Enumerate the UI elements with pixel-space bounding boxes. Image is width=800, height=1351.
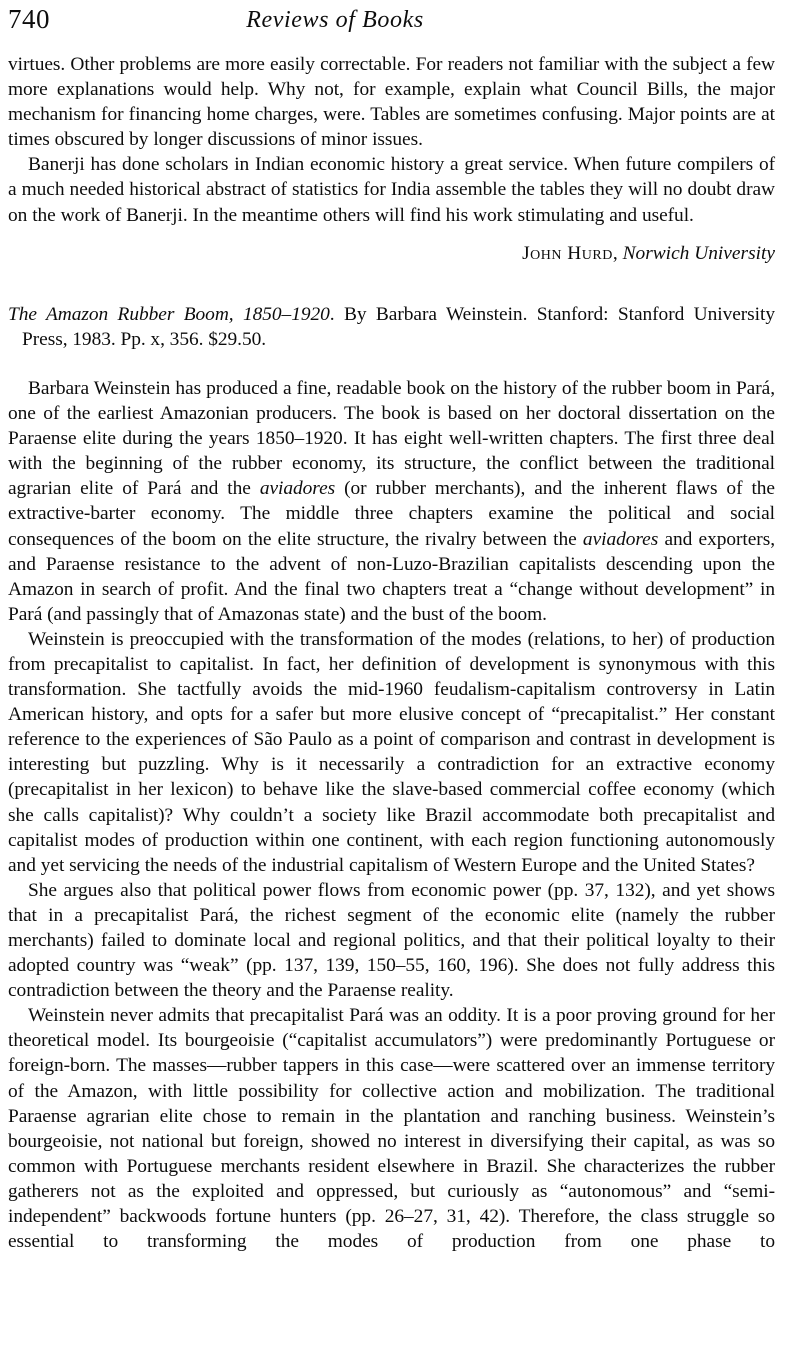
book-publication-details: . By Barbara Weinstein. Stanford: Stanford University Press, 1983. Pp. x, 356. $29.50. — [22, 303, 776, 350]
review-signature — [8, 228, 775, 266]
text-run: Weinstein never admits that precapitalist Pará was an oddity. It is a poor proving ground for her theoretical model. Its bourgeoisie (“capitalist accumulators”) were predominantly Portuguese or foreign-born. The masses—rubber tappers in this case—were scattered over an immense territory of the Amazon, with little possibility for collective action and mobilization. The traditional Paraense agrarian elite chose to remain in the plantation and ranching business. Weinstein’s bourgeoisie, not national but foreign, showed no interest in diversifying their capital, as was so common with Portuguese merchants resident elsewhere in Brazil. She characterizes the rubber gatherers not as the exploited and oppressed, but curiously as “autonomous” and “semi-independent” backwoods fortune hunters (pp. 26–27, 31, 42). Therefore, the class struggle so essential to transforming the modes of production from one phase to — [8, 1005, 775, 1253]
paragraph-continuation: virtues. Other problems are more easily correctable. For readers not familiar with the subject a few more explanations would help. Why not, for example, explain what Council Bills, the major mechanism for financing home charges, were. Tables are sometimes confusing. Major points are at times obscured by longer discussions of minor issues. — [8, 54, 775, 151]
signature-separator: , — [612, 242, 623, 264]
citation-spacer — [8, 352, 775, 376]
paragraph — [8, 878, 775, 1003]
reviewer-name: John Hurd — [522, 242, 613, 264]
paragraph — [8, 1003, 775, 1254]
reviewer-affiliation: Norwich University — [622, 242, 775, 264]
text-run: She argues also that political power flows from economic power (pp. 37, 132), and yet shows that in a precapitalist Pará, the richest segment of the economic elite (namely the rubber merchants) failed to dominate local and regional politics, and that their political loyalty to their adopted country was “weak” (pp. 137, 139, 150–55, 160, 196). She does not fully address this contradiction between the theory and the Paraense reality. — [8, 879, 775, 1002]
text-column — [0, 52, 800, 1254]
paragraph: Banerji has done scholars in Indian economic history a great service. When future compilers of a much needed historical abstract of statistics for India assemble the tables they will no doubt draw on the work of Banerji. In the meantime others will find his work stimulating and useful. — [8, 154, 775, 226]
book-title: The Amazon Rubber Boom, 1850–1920 — [8, 303, 330, 325]
book-citation — [8, 266, 775, 352]
running-head-title: Reviews of Books — [246, 7, 424, 33]
emphasized-term: aviadores — [259, 478, 336, 500]
emphasized-term: aviadores — [582, 528, 659, 550]
text-run: (or rubber merchants), and the inherent flaws of the extractive-barter economy. The middle three chapters examine the political and social consequences of the boom on the elite structure, the rivalry between the — [8, 478, 775, 550]
text-run: Weinstein is preoccupied with the transformation of the modes (relations, to her) of production from precapitalist to capitalist. In fact, her definition of development is synonymous with this transformation. She tactfully avoids the mid-1960 feudalism-capitalism controversy in Latin American history, and opts for a safer but more elusive concept of “precapitalist.” Her constant reference to the experiences of São Paulo as a point of comparison and contrast in development is interesting but puzzling. Why is it necessarily a contradiction for an extractive economy (precapitalist in her lexicon) to behave like the slave-based commercial coffee economy (which she calls capitalist)? Why couldn’t a society like Brazil accommodate both precapitalist and capitalist modes of production within one continent, with each region functioning autonomously and yet servicing the needs of the industrial capitalism of Western Europe and the United States? — [8, 628, 775, 876]
review-body — [8, 376, 775, 1254]
paragraph — [8, 376, 775, 627]
text-run: Barbara Weinstein has produced a fine, readable book on the history of the rubber boom in Pará, one of the earliest Amazonian producers. The book is based on her doctoral dissertation on the Paraense elite during the years 1850–1920. It has eight well-written chapters. The first three deal with the beginning of the rubber economy, its structure, the conflict between the traditional agrarian elite of Pará and the — [8, 377, 775, 500]
running-head — [0, 0, 800, 52]
paragraph — [8, 627, 775, 878]
page-number: 740 — [8, 4, 50, 34]
text-run: and exporters, and Paraense resistance to the advent of non-Luzo-Brazilian capitalists descending upon the Amazon in search of profit. And the final two chapters treat a “change without development” in Pará (and passingly that of Amazonas state) and the bust of the boom. — [8, 528, 776, 625]
